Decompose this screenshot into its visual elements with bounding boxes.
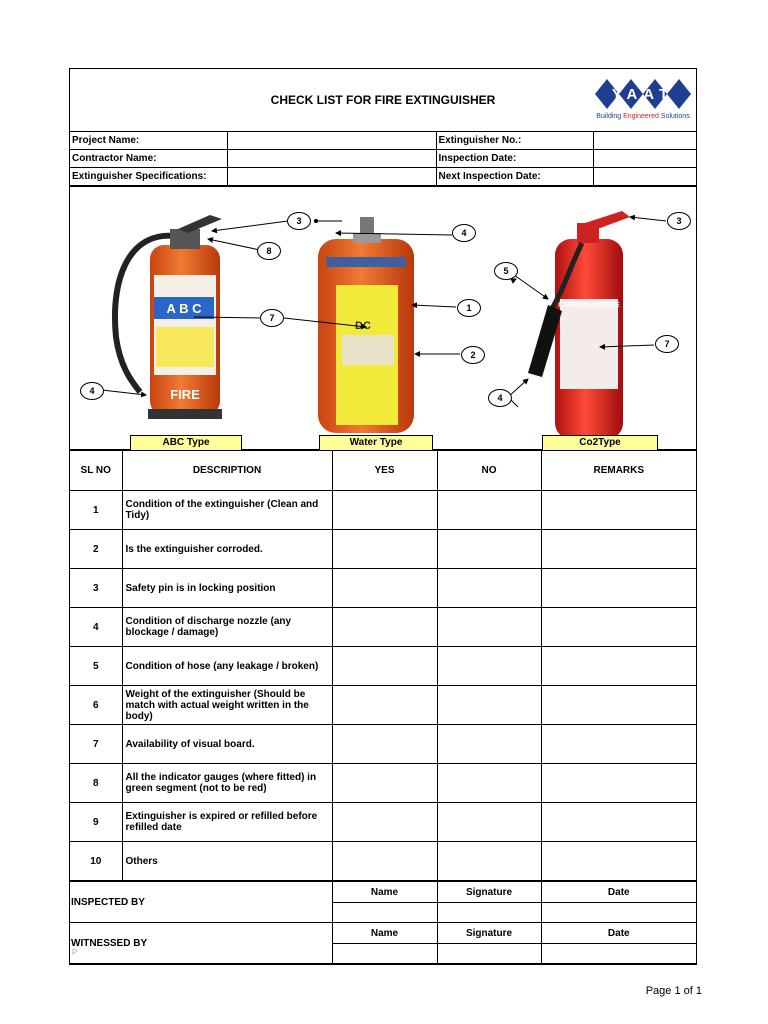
row-remarks-cell[interactable] xyxy=(541,725,696,764)
abc-type-label: ABC Type xyxy=(130,435,242,451)
row-no-cell[interactable] xyxy=(437,608,541,647)
water-extinguisher-icon xyxy=(318,217,414,433)
row-no-cell[interactable] xyxy=(437,725,541,764)
remarks-header: REMARKS xyxy=(541,451,696,491)
inspected-signature-field[interactable] xyxy=(437,903,541,923)
row-sl-no: 1 xyxy=(70,491,122,530)
project-name-field[interactable] xyxy=(227,132,436,150)
row-yes-cell[interactable] xyxy=(332,764,437,803)
row-sl-no: 4 xyxy=(70,608,122,647)
row-remarks-cell[interactable] xyxy=(541,842,696,881)
row-sl-no: 2 xyxy=(70,530,122,569)
row-yes-cell[interactable] xyxy=(332,842,437,881)
inspection-date-field[interactable] xyxy=(593,150,696,168)
checklist-table xyxy=(70,450,696,881)
row-remarks-cell[interactable] xyxy=(541,803,696,842)
co2-extinguisher-icon xyxy=(528,211,630,439)
callout-2: 2 xyxy=(461,346,485,364)
inspected-name-field[interactable] xyxy=(332,903,437,923)
row-remarks-cell[interactable] xyxy=(541,647,696,686)
table-row xyxy=(70,725,696,764)
row-remarks-cell[interactable] xyxy=(541,530,696,569)
row-yes-cell[interactable] xyxy=(332,608,437,647)
row-no-cell[interactable] xyxy=(437,647,541,686)
description-header: DESCRIPTION xyxy=(122,451,332,491)
extinguisher-spec-label: Extinguisher Specifications: xyxy=(70,168,227,186)
row-remarks-cell[interactable] xyxy=(541,569,696,608)
row-description: Availability of visual board. xyxy=(122,725,332,764)
no-header: NO xyxy=(437,451,541,491)
row-description: Safety pin is in locking position xyxy=(122,569,332,608)
logo-text: YAAT xyxy=(611,86,675,103)
inspected-signature-header: Signature xyxy=(437,882,541,903)
svg-text:DC: DC xyxy=(355,320,371,332)
title-row xyxy=(70,69,696,132)
contractor-name-field[interactable] xyxy=(227,150,436,168)
callout-7: 7 xyxy=(655,335,679,353)
row-description: Condition of discharge nozzle (any blockage / damage) xyxy=(122,608,332,647)
water-type-label: Water Type xyxy=(319,435,433,451)
callout-5: 5 xyxy=(494,262,518,280)
project-info-table xyxy=(70,132,696,186)
row-no-cell[interactable] xyxy=(437,569,541,608)
extinguisher-images xyxy=(70,186,696,450)
next-inspection-date-label: Next Inspection Date: xyxy=(436,168,593,186)
witnessed-signature-field[interactable] xyxy=(437,944,541,964)
row-yes-cell[interactable] xyxy=(332,686,437,725)
row-yes-cell[interactable] xyxy=(332,569,437,608)
logo-tagline: Building Engineered Solutions xyxy=(596,113,690,120)
row-remarks-cell[interactable] xyxy=(541,491,696,530)
row-sl-no: 10 xyxy=(70,842,122,881)
yes-header: YES xyxy=(332,451,437,491)
co2-type-label: Co2Type xyxy=(542,435,658,451)
table-row xyxy=(70,608,696,647)
row-no-cell[interactable] xyxy=(437,842,541,881)
row-yes-cell[interactable] xyxy=(332,725,437,764)
table-row xyxy=(70,764,696,803)
callout-8: 8 xyxy=(257,242,281,260)
callout-1: 1 xyxy=(457,299,481,317)
inspected-name-header: Name xyxy=(332,882,437,903)
row-no-cell[interactable] xyxy=(437,764,541,803)
table-row xyxy=(70,803,696,842)
row-description: Weight of the extinguisher (Should be match with actual weight written in the body) xyxy=(122,686,332,725)
row-yes-cell[interactable] xyxy=(332,491,437,530)
row-remarks-cell[interactable] xyxy=(541,608,696,647)
row-no-cell[interactable] xyxy=(437,686,541,725)
extinguisher-illustration xyxy=(70,187,696,449)
project-name-label: Project Name: xyxy=(70,132,227,150)
page-title: CHECK LIST FOR FIRE EXTINGUISHER xyxy=(270,93,496,107)
table-row xyxy=(70,569,696,608)
row-no-cell[interactable] xyxy=(437,803,541,842)
inspected-by-label: INSPECTED BY xyxy=(70,882,332,923)
witnessed-name-field[interactable] xyxy=(332,944,437,964)
witnessed-by-label: WITNESSED BY xyxy=(70,923,332,964)
row-description: All the indicator gauges (where fitted) in green segment (not to be red) xyxy=(122,764,332,803)
callout-7: 7 xyxy=(260,309,284,327)
row-remarks-cell[interactable] xyxy=(541,764,696,803)
witnessed-name-header: Name xyxy=(332,923,437,944)
checklist-sheet xyxy=(69,68,697,965)
table-row xyxy=(70,491,696,530)
table-row xyxy=(70,530,696,569)
table-row xyxy=(70,686,696,725)
row-sl-no: 8 xyxy=(70,764,122,803)
inspected-date-field[interactable] xyxy=(541,903,696,923)
row-yes-cell[interactable] xyxy=(332,530,437,569)
callout-3: 3 xyxy=(667,212,691,230)
svg-text:CARBON DIOXIDE: CARBON DIOXIDE xyxy=(558,302,620,309)
row-description: Is the extinguisher corroded. xyxy=(122,530,332,569)
row-description: Condition of the extinguisher (Clean and Tidy) xyxy=(122,491,332,530)
table-row xyxy=(70,842,696,881)
row-description: Extinguisher is expired or refilled before refilled date xyxy=(122,803,332,842)
row-description: Condition of hose (any leakage / broken) xyxy=(122,647,332,686)
callout-3: 3 xyxy=(287,212,311,230)
extinguisher-no-label: Extinguisher No.: xyxy=(436,132,593,150)
next-inspection-date-field[interactable] xyxy=(593,168,696,186)
row-no-cell[interactable] xyxy=(437,530,541,569)
row-no-cell[interactable] xyxy=(437,491,541,530)
row-sl-no: 7 xyxy=(70,725,122,764)
callout-4: 4 xyxy=(80,382,104,400)
row-remarks-cell[interactable] xyxy=(541,686,696,725)
row-sl-no: 3 xyxy=(70,569,122,608)
contractor-name-label: Contractor Name: xyxy=(70,150,227,168)
sl-no-header: SL NO xyxy=(70,451,122,491)
witnessed-date-header: Date xyxy=(541,923,696,944)
row-sl-no: 5 xyxy=(70,647,122,686)
row-yes-cell[interactable] xyxy=(332,647,437,686)
callout-4: 4 xyxy=(452,224,476,242)
extinguisher-no-field[interactable] xyxy=(593,132,696,150)
witnessed-date-field[interactable] xyxy=(541,944,696,964)
checklist-body xyxy=(70,491,696,881)
extinguisher-spec-field[interactable] xyxy=(227,168,436,186)
callout-4: 4 xyxy=(488,389,512,407)
inspection-date-label: Inspection Date: xyxy=(436,150,593,168)
signoff-table xyxy=(70,881,696,964)
footer-mark: P xyxy=(72,948,78,957)
company-logo xyxy=(595,79,691,127)
page-number: Page 1 of 1 xyxy=(645,985,702,997)
svg-text:FIRE: FIRE xyxy=(170,387,200,402)
row-sl-no: 6 xyxy=(70,686,122,725)
inspected-date-header: Date xyxy=(541,882,696,903)
table-row xyxy=(70,647,696,686)
witnessed-signature-header: Signature xyxy=(437,923,541,944)
row-yes-cell[interactable] xyxy=(332,803,437,842)
svg-text:A B C: A B C xyxy=(166,301,202,316)
row-description: Others xyxy=(122,842,332,881)
row-sl-no: 9 xyxy=(70,803,122,842)
